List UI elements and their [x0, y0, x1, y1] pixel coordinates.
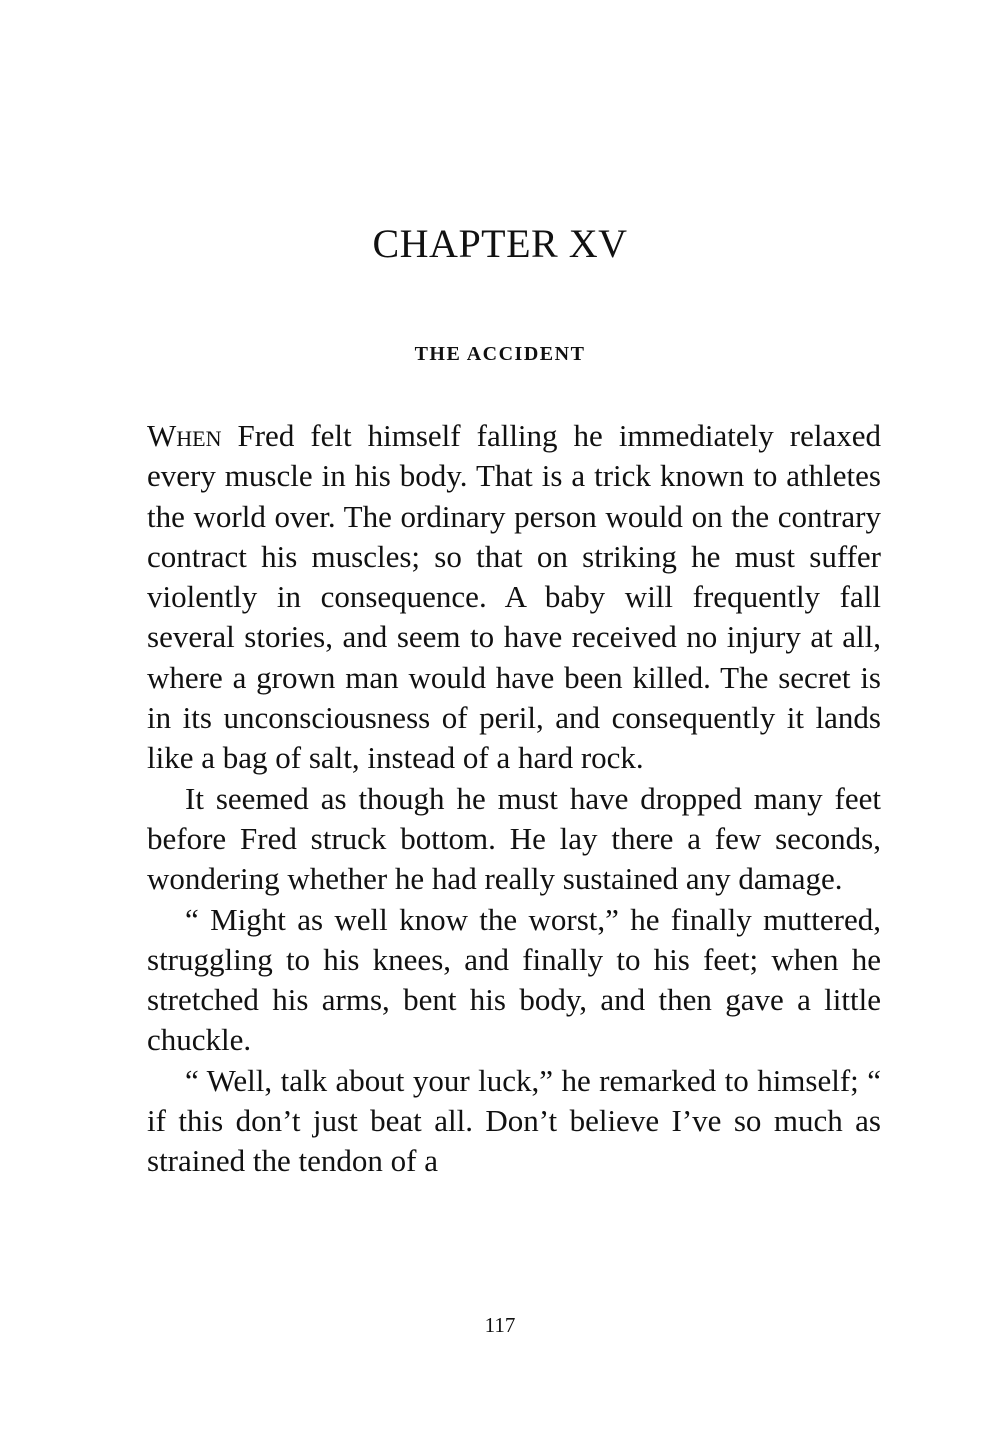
paragraph-4: “ Well, talk about your luck,” he remarked to himself; “ if this don’t just beat all. Don’t believe I’ve so much as strained the tendon of a	[147, 1062, 881, 1179]
paragraph-3: “ Might as well know the worst,” he finally muttered, struggling to his knees, and finally to his feet; when he stretched his arms, bent his body, and then gave a little chuckle.	[147, 901, 881, 1058]
chapter-title: CHAPTER XV	[372, 221, 628, 266]
body-text	[147, 416, 881, 1182]
paragraph-1	[147, 416, 881, 779]
paragraph-1-text: Fred felt himself falling he immediately relaxed every muscle in his body. That is a trick known to athletes the world over. The ordinary person would on the contrary contract his muscles; so that on striking he must suffer violently in consequence. A baby will frequently fall several stories, and seem to have received no injury at all, where a grown man would have been killed. The secret is in its unconsciousness of peril, and consequently it lands like a bag of salt, instead of a hard rock.	[147, 418, 881, 776]
paragraph-2: It seemed as though he must have dropped many feet before Fred struck bottom. He lay there a few seconds, wondering whether he had really sustained any damage.	[147, 780, 881, 897]
chapter-subtitle: THE ACCIDENT	[414, 343, 586, 365]
page-number: 117	[484, 1313, 516, 1337]
paragraph-1-lead-word: When	[147, 418, 222, 453]
